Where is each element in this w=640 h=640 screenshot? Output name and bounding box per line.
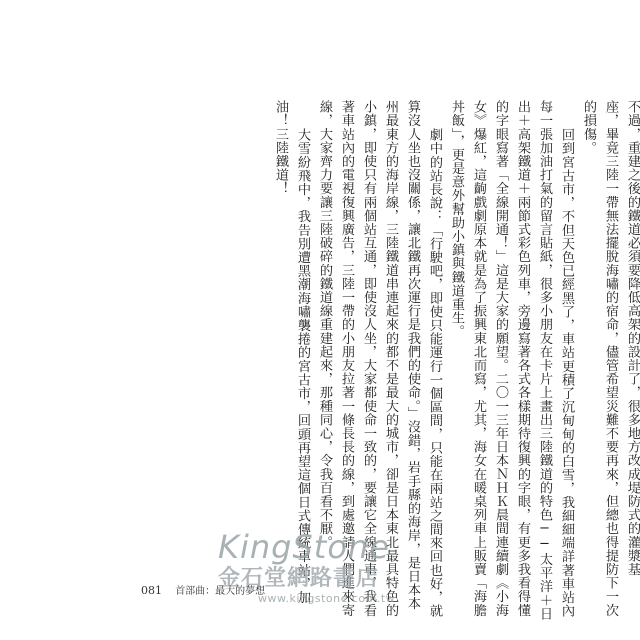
text-column: 著車站內的電視復興廣告，三陸一帶的小朋友拉著一條長長的線，到處邀請人們進來寄: [339, 100, 354, 617]
text-column: 算沒人坐也沒關係，讓北鐵再次運行是我們的使命。」沒錯，岩手縣的海岸，是日本本: [405, 100, 420, 611]
text-column: 的損傷。: [581, 100, 596, 155]
text-column: 不過，重建之後的鐵道必須要降低高架的設計了，很多地方改成堤防式的灌漿基: [625, 100, 640, 576]
watermark-chinese-name: 金石堂網路書店: [218, 565, 380, 591]
text-column: 州最東方的海岸線，三陸鐵道串連起來的都不是最大的城市，卻是日本東北最具特色的: [383, 100, 398, 617]
text-column: 的字眼寫著「全線開通！」這是大家的願望。二〇一三年日本ＮＨＫ晨間連續劇《小海: [493, 100, 508, 617]
text-column: 油！三陸鐵道！: [273, 100, 288, 196]
text-column: 丼飯」，更是意外幫助小鎮與鐵道重生。: [449, 100, 464, 339]
text-column: 出＋高架鐵道＋兩節式彩色列車，旁邊寫著各式各樣期待復興的字眼，有更多我看得懂: [515, 100, 530, 617]
watermark-url: www.kingstone.com.tw: [258, 592, 396, 605]
text-column: 小鎮，即使只有兩個站互通，即使沒人坐，大家都使命一致的，要讓它全線通車，我看: [361, 100, 376, 617]
text-column: 線，大家齊力要讓三陸破碎的鐵道線重建起來，那種同心，令我百看不厭。: [317, 100, 332, 549]
text-column: 座，畢竟三陸一帶無法擺脫海嘯的宿命，儘管希望災難不要再來，但總也得提防下一次: [603, 100, 618, 617]
watermark-logo: KingStone: [218, 528, 390, 566]
page-footer: [141, 582, 265, 597]
section-title: 首部曲：最大的夢想: [175, 586, 266, 597]
text-column: 每一張加油打氣的留言貼紙，很多小朋友在卡片上畫出三陸鐵道的特色──太平洋＋日: [537, 100, 552, 621]
page-number: 081: [141, 584, 162, 597]
text-column: 劇中的站長說：「行駛吧，即使只能運行一個區間，只能在兩站之間來回也好，就: [427, 128, 442, 618]
text-column: 回到宮古市，不但天色已經黑了，車站更積了沉甸甸的白雪，我細細端詳著車站內: [559, 128, 574, 618]
text-column: 女》爆紅，這齣戲劇原本就是為了振興東北而寫，尤其，海女在暖桌列車上販賣「海膽: [471, 100, 486, 617]
text-column: 大雪紛飛中，我告別遭黑潮海嘯襲捲的宮古市，回頭再望這個日式傳統車站，加: [295, 128, 310, 604]
